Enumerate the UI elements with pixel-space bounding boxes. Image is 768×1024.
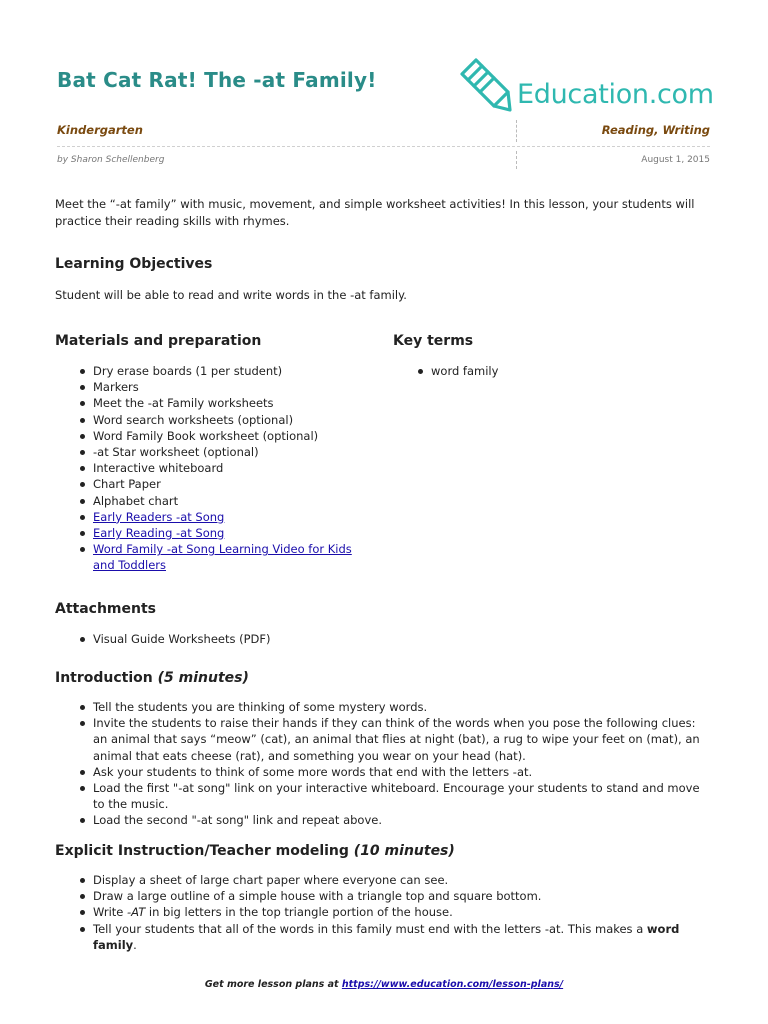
text-fragment: in big letters in the top triangle portion of the house.	[145, 905, 453, 920]
list-item	[77, 904, 713, 920]
list-item: Markers	[77, 379, 377, 395]
meta-row-subject	[57, 123, 710, 139]
introduction-heading-text: Introduction	[55, 670, 153, 686]
list-item: Word search worksheets (optional)	[77, 412, 377, 428]
text-fragment-bold: word family	[93, 921, 680, 952]
text-fragment: Tell your students that all of the words in this family must end with the letters -at. This makes a	[93, 921, 647, 936]
list-item: Alphabet chart	[77, 493, 377, 509]
footer-link[interactable]: https://www.education.com/lesson-plans/	[341, 979, 564, 990]
education-logo[interactable]	[456, 56, 716, 112]
materials-list	[77, 363, 377, 574]
list-item: Chart Paper	[77, 476, 377, 492]
page-title: Bat Cat Rat! The -at Family!	[57, 68, 377, 92]
grade-label: Kindergarten	[57, 123, 143, 137]
text-fragment: Write	[93, 905, 128, 920]
list-item: Interactive whiteboard	[77, 460, 377, 476]
list-item	[77, 509, 377, 525]
list-item: -at Star worksheet (optional)	[77, 444, 377, 460]
text-fragment-em: -AT	[127, 905, 146, 920]
list-item: Load the first "-at song" link on your interactive whiteboard. Encourage your students to stand and move to the music.	[77, 780, 713, 812]
subjects-label: Reading, Writing	[601, 123, 710, 137]
list-item: Draw a large outline of a simple house with a triangle top and square bottom.	[77, 888, 713, 904]
footer	[0, 979, 768, 990]
key-terms-heading: Key terms	[393, 333, 474, 349]
word-family-video-link[interactable]: Word Family -at Song Learning Video for Kids and Toddlers	[93, 542, 352, 573]
list-item	[77, 541, 367, 573]
attachments-heading: Attachments	[55, 601, 157, 617]
date-label: August 1, 2015	[641, 155, 710, 165]
meta-separator	[57, 146, 710, 147]
list-item: Dry erase boards (1 per student)	[77, 363, 377, 379]
list-item: word family	[415, 363, 695, 379]
introduction-time: (5 minutes)	[157, 670, 249, 686]
explicit-list	[77, 872, 713, 953]
list-item	[77, 921, 713, 953]
footer-text: Get more lesson plans at	[204, 979, 342, 990]
early-reading-song-link[interactable]: Early Reading -at Song	[93, 526, 225, 541]
text-fragment: .	[133, 937, 137, 952]
explicit-heading	[55, 843, 455, 859]
key-terms-list	[415, 363, 695, 379]
list-item: Ask your students to think of some more words that end with the letters -at.	[77, 764, 713, 780]
introduction-list	[77, 699, 713, 829]
early-readers-song-link[interactable]: Early Readers -at Song	[93, 509, 225, 524]
meta-divider	[516, 120, 517, 142]
list-item: Display a sheet of large chart paper where everyone can see.	[77, 872, 713, 888]
meta-divider-2	[516, 151, 517, 169]
logo-text: Education.com	[517, 79, 714, 110]
list-item: Word Family Book worksheet (optional)	[77, 428, 377, 444]
list-item[interactable]: Visual Guide Worksheets (PDF)	[77, 631, 677, 647]
attachments-list	[77, 631, 677, 647]
meta-row-author	[57, 155, 710, 169]
objectives-heading: Learning Objectives	[55, 256, 213, 272]
explicit-heading-text: Explicit Instruction/Teacher modeling	[55, 843, 349, 859]
list-item: Load the second "-at song" link and repeat above.	[77, 812, 713, 828]
author-label: by Sharon Schellenberg	[57, 155, 165, 165]
list-item: Invite the students to raise their hands if they can think of the words when you pose the following clues: an animal that says “meow” (cat), an animal that flies at night (bat), a rug to wipe your feet on (mat), an animal that eats cheese (rat), and something you wear on your head (hat).	[77, 715, 713, 764]
materials-heading: Materials and preparation	[55, 333, 262, 349]
list-item	[77, 525, 377, 541]
intro-paragraph: Meet the “-at family” with music, movement, and simple worksheet activities! In this lesson, your students will practice their reading skills with rhymes.	[55, 197, 695, 228]
objectives-text: Student will be able to read and write words in the -at family.	[55, 288, 407, 302]
list-item: Meet the -at Family worksheets	[77, 395, 377, 411]
list-item: Tell the students you are thinking of some mystery words.	[77, 699, 713, 715]
education-pencil-icon	[456, 56, 516, 112]
explicit-time: (10 minutes)	[353, 843, 455, 859]
introduction-heading	[55, 670, 249, 686]
